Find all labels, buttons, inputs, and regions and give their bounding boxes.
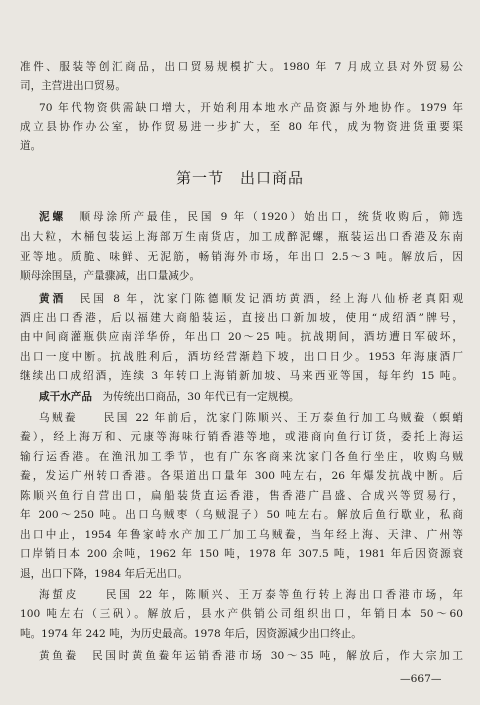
text-line: 亚等地。质脆、味鲜、无泥筋，畅销海外市场，年出口 2.5～3 吨。解放后，因	[20, 251, 463, 263]
text-line: 出口中止，1954 年鲁家峙水产加工厂加工乌贼鲞，当年经上海、天津、广州等	[20, 529, 463, 541]
paragraph-line	[39, 209, 463, 226]
section-title: 第一节 出口商品	[175, 169, 304, 187]
text-line: 酒庄出口香港，后以福建大商船装运，直接出口新加坡，使用“成绍酒”牌号，	[20, 312, 463, 324]
text-span: 顺母涂所产最佳，民国 9 年（1920）始出口，统货收购后，筛选	[65, 211, 463, 223]
text-line: 70 年代物资供需缺口增大，开始利用本地水产品资源与外地协作。1979 年	[39, 102, 463, 114]
text-span: 民国 8 年，沈家门陈德顺发记酒坊黄酒，经上海八仙桥老真阳观	[66, 293, 463, 305]
text-line: 出口一度中断。抗战胜利后，酒坊经营渐趋下坡，出口日少。1953 年海康酒厂	[20, 351, 463, 363]
paragraph-heading: 泥螺	[39, 211, 66, 223]
paragraph-heading: 黄酒	[39, 293, 67, 305]
text-line: 准件、服装等创汇商品，出口贸易规模扩大。1980 年 7 月成立县对外贸易公	[20, 61, 463, 73]
text-line: 黄鱼鲞 民国时黄鱼鲞年运销香港市场 30～35 吨，解放后，作大宗加工	[39, 650, 463, 662]
text-line: 道。	[20, 140, 42, 152]
text-line: 陈顺兴鱼行自营出口，扁船装货直运香港，售香港广昌盛、合成兴等贸易行，	[20, 490, 463, 502]
paragraph-heading: 咸干水产品	[39, 391, 92, 403]
text-line: 出大粒，木桶包装运上海部万生南货店，加工成醉泥螺，瓶装运出口香港及东南	[20, 231, 463, 243]
text-line: 鲞），经上海万和、元康等海味行销香港等地，或港商向鱼行订货，委托上海运	[20, 431, 463, 443]
text-line: 乌贼鲞 民国 22 年前后，沈家门陈顺兴、王万泰鱼行加工乌贼鲞（螟蛸	[39, 412, 463, 424]
text-line: 由中间商灌瓶供应南洋华侨，年出口 20～25 吨。抗战期间，酒坊遭日军破坏，	[20, 331, 463, 343]
text-line: 鲞，发运广州转口香港。各渠道出口量年 300 吨左右，26 年爆发抗战中断。后	[20, 470, 463, 482]
text-line: 口岸销日本 200 余吨，1962 年 150 吨，1978 年 307.5 吨，1981 年后因资源衰	[20, 548, 463, 560]
text-line: 吨。1974 年 242 吨，为历史最高。1978 年后，因资源减少出口终止。	[20, 628, 362, 640]
text-line: 输行运香港。在渔汛加工季节，也有广东客商来沈家门各鱼行坐庄，收购乌贼	[20, 451, 463, 463]
text-line: 100 吨左右（三矾）。解放后，县水产供销公司组织出口，年销日本 50～60	[20, 608, 463, 620]
text-line: 成立县协作办公室，协作贸易进一步扩大，至 80 年代，成为物资进货重要渠	[20, 121, 463, 133]
paragraph-line	[39, 291, 463, 308]
text-line: 年 200～250 吨。出口乌贼枣（乌贼混子）50 吨左右。解放后鱼行歇业，私商	[20, 509, 463, 521]
paragraph-line	[39, 389, 463, 406]
text-line: 海蜇皮 民国 22 年，陈顺兴、王万泰等鱼行转上海出口香港市场，年	[39, 589, 463, 601]
page-number: —667—	[400, 673, 442, 685]
text-line: 退，出口下降，1984 年后无出口。	[20, 568, 189, 580]
text-span: 为传统出口商品，30 年代已有一定规模。	[91, 391, 300, 403]
text-line: 司，主营进出口贸易。	[20, 80, 126, 92]
text-line: 顺母涂围垦，产量骤减，出口量减少。	[20, 270, 201, 282]
text-line: 继续出口成绍酒，连续 3 年转口上海销新加坡、马来西亚等国，每年约 15 吨。	[20, 370, 463, 382]
